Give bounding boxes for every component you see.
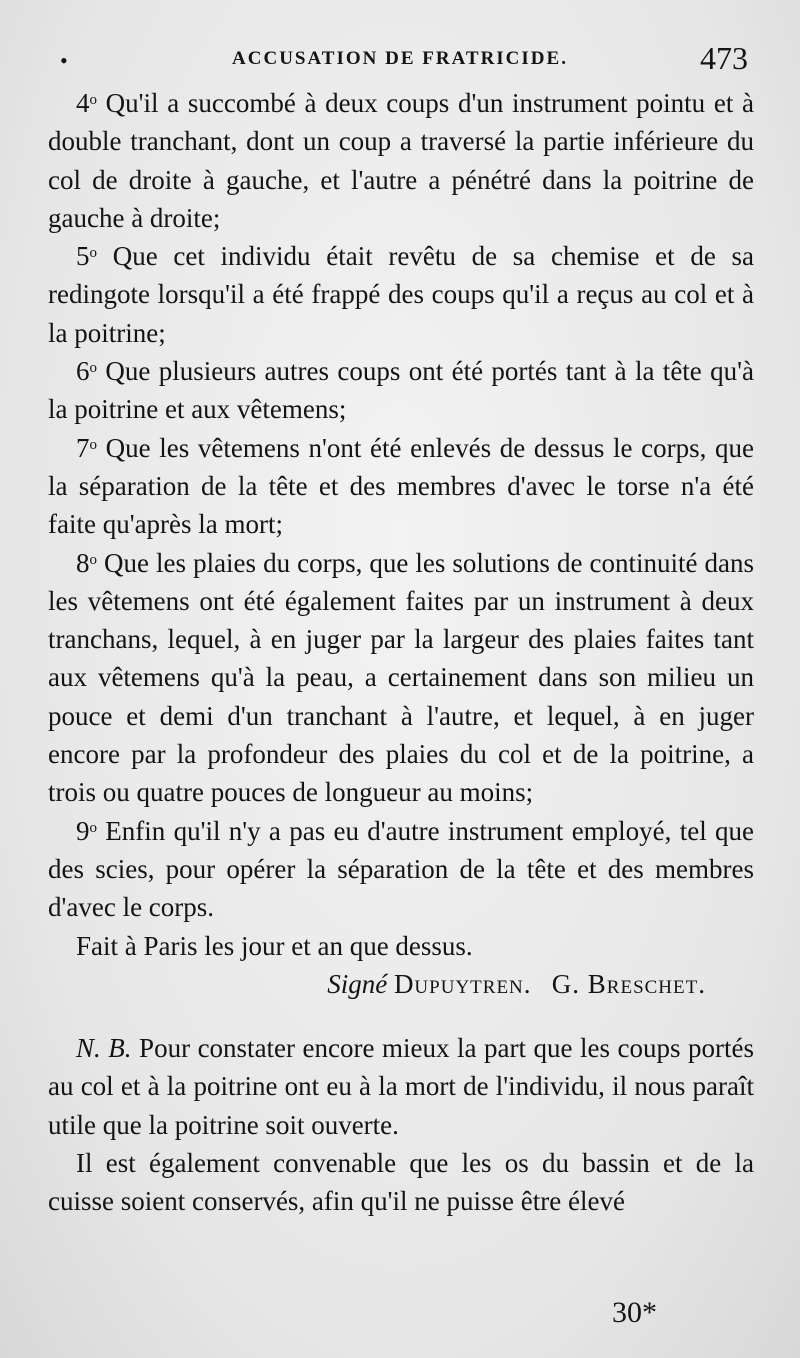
item-number-sup: o (89, 436, 97, 453)
paragraph-item-5 (48, 237, 754, 352)
item-text: Qu'il a succombé à deux coups d'un instrument pointu et à double tranchant, dont un coup a traversé la partie inférieure du col de droite à gauche, et l'autre a pénétré dans la poitrine de gauche à droite; (48, 88, 754, 233)
item-text: Que les vêtemens n'ont été enlevés de dessus le corps, que la séparation de la tête et des membres d'avec le torse n'a été faite qu'après la mort; (48, 432, 754, 540)
item-number: 4 (76, 88, 90, 118)
item-number: 8 (76, 547, 90, 578)
signature-signe: Signé (327, 968, 388, 999)
item-text: Que cet individu était revêtu de sa chemise et de sa redingote lorsqu'il a été frappé des coups qu'il a reçus au col et à la poitrine; (48, 241, 754, 348)
running-title: ACCUSATION DE FRATRICIDE. (232, 48, 568, 69)
paragraph-item-9 (48, 812, 754, 927)
paragraph-item-8 (48, 544, 754, 812)
item-number-sup: o (89, 360, 97, 377)
page-header (0, 40, 800, 80)
page-number: 473 (700, 40, 748, 76)
item-number-sup: o (89, 245, 97, 262)
signature-line (48, 965, 754, 1003)
item-number: 6 (76, 356, 90, 387)
section-gap (48, 1003, 754, 1029)
nota-bene-paragraph (48, 1029, 754, 1144)
item-number: 7 (76, 432, 90, 463)
item-number-sup: o (89, 92, 97, 108)
closing-line: Fait à Paris les jour et an que dessus. (76, 930, 473, 961)
paragraph-item-6 (48, 352, 754, 429)
signature-mark: 30* (612, 1296, 657, 1329)
header-bullet: • (60, 48, 68, 73)
final-paragraph: Il est également convenable que les os du bassin et de la cuisse soient conservés, afin qu'il ne puisse être élevé (48, 1148, 754, 1217)
item-text: Que les plaies du corps, que les solutions de continuité dans les vêtemens ont été également faites par un instrument à deux tranchans, lequel, à en juger par la largeur des plaies faites tant aux vêtemens qu'à la peau, a certainement dans son milieu un pouce et demi d'un tranchant à l'autre, et lequel, à en juger encore par la profondeur des plaies du col et de la poitrine, a trois ou quatre pouces de longueur au moins; (48, 547, 754, 808)
item-text: Enfin qu'il n'y a pas eu d'autre instrument employé, tel que des scies, pour opérer la séparation de la tête et des membres d'avec le corps. (48, 815, 754, 923)
signature-name-breschet: G. Breschet. (551, 968, 706, 999)
item-number: 9 (76, 815, 90, 846)
nota-bene-text: Pour constater encore mieux la part que les coups portés au col et à la poitrine ont eu à la mort de l'individu, il nous paraît utile que la poitrine soit ouverte. (48, 1033, 754, 1140)
item-number-sup: o (89, 819, 97, 836)
item-text: Que plusieurs autres coups ont été portés tant à la tête qu'à la poitrine et aux vêtemens; (48, 356, 754, 425)
body-text (48, 84, 754, 1221)
item-number: 5 (76, 241, 90, 272)
paragraph-item-4 (48, 84, 754, 237)
signature-name-dupuytren: Dupuytren. (393, 968, 532, 999)
item-number-sup: o (89, 551, 97, 568)
paragraph-item-7 (48, 429, 754, 544)
nota-bene-label: N. B. (76, 1033, 132, 1064)
